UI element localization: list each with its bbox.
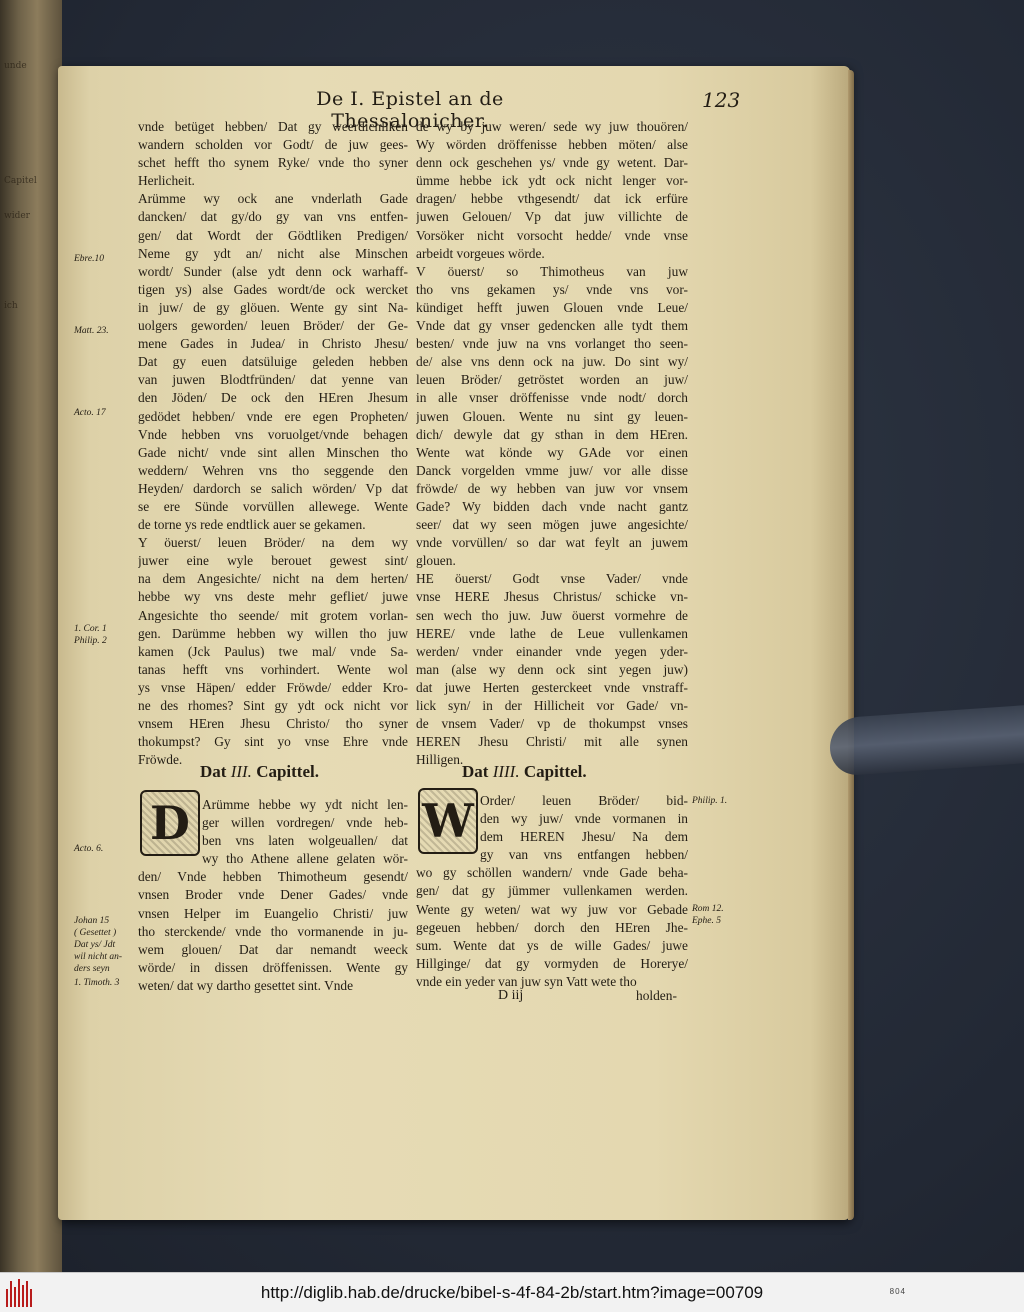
text-line: sum. Wente dat ys de wille Gades/ juwe [416,937,688,953]
text-line: na dem Angesichte/ nicht na dem herten/ [138,571,408,587]
text-line: Hillginge/ dat gy vormyden de Horerye/ [416,955,688,971]
text-line: vnde betüget hebben/ Dat gy weerdichliken [138,119,408,134]
text-line: Heyden/ dardorch se salich wörden/ Vp dat [138,480,408,496]
text-line: denn ock geschehen ys/ vnde gy wetent. Dar- [416,155,688,171]
text-line: in juw/ de gy glöuen. Wente gy sint Na- [138,299,408,315]
text-line: vnsen Helper im Euangelio Christi/ juw [138,905,408,921]
text-line: hebbe wy vns deste mehr gefliet/ juwe [138,589,408,605]
text-line: wo gy schöllen wandern/ vnde Gade beha- [416,865,688,881]
text-line: Arümme wy ock ane vnderlath Gade [138,191,408,207]
text-line: mene Gades in Judea/ in Christo Jhesu/ [138,336,408,352]
chapter-label: Dat [462,762,489,781]
margin-note: Johan 15 [74,916,110,926]
text-line: vnse HERE Jhesus Christus/ schicke vn- [416,589,688,605]
facing-page-fragment: unde [4,61,27,71]
text-line: weten/ dat wy dartho gesettet sint. Vnde [138,977,354,993]
text-line: gy van vns entfangen hebben/ [480,847,688,863]
text-line: fröwde/ de wy hebben van juw vor vnsem [416,480,688,496]
text-line: werden/ vnder einander vnde yegen yder- [416,643,688,659]
margin-note: Rom 12. [692,904,724,914]
text-line: Hilligen. [416,752,464,768]
text-line: Vorsöker nicht vorsocht hedde/ vnde vnse [416,227,688,243]
text-line: ümme hebbe ick ydt ock nicht lenger vor- [416,173,688,189]
facing-page-edge [0,0,62,1272]
text-line: juwer eine wyle berouet gewest sint/ [138,553,408,569]
left-text-column [138,118,408,769]
catchword: holden- [636,988,677,1003]
text-line: ben vns laten wolgeuallen/ dat [202,833,408,849]
text-line: Vnde dat gy vnser gedencken alle tydt them [416,318,688,334]
text-line: V öuerst/ so Thimotheus van juw [416,263,688,279]
text-line: vnde ein yeder van juw syn Vatt wete tho [416,973,637,989]
chapter-numeral: IIII. [492,762,520,781]
text-line: dat juwe Herten gesterckeet vnde vnstraff- [416,679,688,695]
text-line: vnsen Broder vnde Dener Gades/ vnde [138,887,408,903]
text-line: Danck vorgelden vmme juw/ vor alle disse [416,462,688,478]
margin-note: Dat ys/ Jdt [74,940,116,950]
margin-note: Acto. 17 [74,408,106,418]
text-line: tanas hefft vns vorhindert. Wente wol [138,661,408,677]
text-line: Arümme hebbe wy ydt nicht len- [202,797,408,812]
text-line: wem glouen/ Dat dar nemandt weeck [138,941,408,957]
text-line: juwen Glouen. Wente nu sint gy leuen- [416,408,688,424]
text-line: Vnde hebben vns voruolget/vnde behagen [138,426,408,442]
text-line: gegeuen hebben/ dorch den HEren Jhe- [416,919,688,935]
text-line: vnde vorvüllen/ so dar wat feylt an juwem [416,535,688,551]
text-line: dich/ dewyle dat gy sthan in dem HEren. [416,426,688,442]
text-line: dem HEREN Jhesu/ Na dem [480,829,688,845]
text-line: Herlicheit. [138,173,195,189]
text-line: de/ alse vns denn ock na juw. Do sint wy/ [416,354,688,370]
text-line: tho sterckende/ vnde tho vormanende in ju- [138,923,408,939]
margin-note: Acto. 6. [74,844,104,854]
margin-note: 1. Cor. 1 [74,624,107,634]
page-number: 123 [702,88,741,112]
viewer-footer [0,1272,1024,1312]
page-edge [848,70,854,1220]
text-line: besten/ vnde juw na vns vorlanget tho seen- [416,336,688,352]
text-line: Dat gy euen datsüluige geleden hebben [138,354,408,370]
image-id-label: 804 [889,1287,906,1296]
margin-note: ders seyn [74,964,110,974]
text-line: tho vns gekamen ys/ vnde vns vor- [416,281,688,297]
text-line: wörde/ in dissen dröffenissen. Wente gy [138,959,408,975]
text-line: HERE/ vnde lathe de Leue vullenkamen [416,625,688,641]
text-line: glouen. [416,553,456,569]
text-line: gedödet hebben/ vnde ere egen Propheten/ [138,408,408,424]
decorated-initial-w: W [418,788,478,854]
text-line: de vnsem Vader/ vp de thokumpst vnses [416,716,688,732]
text-line: Angesichte tho seende/ mit grotem vorlan- [138,607,408,623]
margin-note: wil nicht an- [74,952,123,962]
text-line: ne des rhomes? Sint gy ydt ock nicht vor [138,698,408,713]
text-line: den Jöden/ De ock den HEren Jhesum [138,390,408,406]
text-line: in alle vnser dröffenisse vnde nodt/ dorch [416,390,688,406]
margin-note: Philip. 2 [74,636,107,646]
facing-page-fragment: wider [4,211,30,221]
margin-note: ( Gesettet ) [74,928,117,938]
text-line: Wente wat könde wy GAde vor einen [416,444,688,460]
text-line: seer/ dat wy seen mögen juwe angesichte/ [416,517,688,533]
text-line: wy tho Athene allene gelaten wör- [202,851,408,867]
text-line: kündiget hefft juwen Glouen vnde Leue/ [416,299,688,315]
text-line: wandern scholden vor Godt/ de juw gees- [138,137,408,153]
chapter-label: Dat [200,762,227,781]
signature-mark: D iij [498,988,524,1003]
text-line: Fröwde. [138,752,183,768]
text-line: Wy wörden dröffenisse hebben möten/ alse [416,137,688,153]
text-line: sen wech tho juw. Juw öuerst vormehre de [416,607,688,623]
source-url-link[interactable]: http://diglib.hab.de/drucke/bibel-s-4f-84-2b/start.htm?image=00709 [260,1283,764,1302]
running-head: De I. Epistel an de Thessalonicher. [316,88,504,132]
text-line: wordt/ Sunder (alse ydt denn ock warhaff- [138,263,408,279]
right-text-column [416,118,688,769]
text-line: Wente gy weten/ wat wy juw vor Gebade [416,901,688,917]
text-line: uolgers geworden/ leuen Bröder/ der Ge- [138,318,408,334]
margin-note: Philip. 1. [692,796,728,806]
chapter-word: Capittel. [256,762,319,781]
margin-note: Matt. 23. [74,326,109,336]
chapter-word: Capittel. [523,762,587,781]
margin-note: Ebre.10 [74,254,104,264]
text-line: HE öuerst/ Godt vnse Vader/ vnde [416,571,688,587]
text-line: Order/ leuen Bröder/ bid- [480,793,688,808]
chapter-iii-text [138,796,408,995]
text-line: lick syn/ in der Hillicheit vor Gade/ vn- [416,698,688,713]
chapter-iii-heading [200,762,319,782]
margin-note: Ephe. 5 [692,916,722,926]
text-line: vnsem HEren Jhesu Christo/ tho syner [138,716,408,732]
decorated-initial-d: D [140,790,200,856]
text-line: den wy juw/ vnde vormanen in [480,811,688,827]
text-line: dragen/ hebbe vthgesendt/ dat ick erfüre [416,191,688,207]
text-line: man (alse wy denn ock sint yegen juw) [416,661,688,677]
text-line: kamen (Jck Paulus) twe mal/ vnde Sa- [138,643,408,659]
text-line: arbeidt vorgeues wörde. [416,245,545,261]
text-line: gen. Darümme hebben wy willen tho juw [138,625,408,641]
text-line: tigen ys) alse Gades wordt/de ock wercket [138,281,408,297]
text-line: thokumpst? Gy sint yo vnse Ehre vnde [138,734,408,750]
text-line: se ere Sünde vorvüllen allewege. Wente [138,498,408,514]
text-line: Neme gy ydt an/ nicht alse Minschen [138,245,408,261]
text-line: schet hefft tho synem Ryke/ vnde tho syner [138,155,408,171]
text-line: ys vnse Häpen/ edder Fröwde/ edder Kro- [138,679,408,695]
text-line: den/ Vnde hebben Thimotheum gesendt/ [138,869,408,885]
text-line: dancken/ dat gy/do gy van vns entfen- [138,209,408,225]
text-line: HEREN Jhesu Christi/ mit alle synen [416,734,688,750]
text-line: leuen Bröder/ getröstet worden an juw/ [416,372,688,388]
chapter-iv-text [416,792,688,991]
text-line: gen/ dat Wordt der Gödtliken Predigen/ [138,227,408,243]
text-line: de wy by juw weren/ sede wy juw thouören/ [416,119,688,134]
text-line: de torne ys rede endtlick auer se gekamen. [138,517,366,533]
text-line: juwen Gelouen/ Vp dat juw villichte de [416,209,688,225]
text-line: Gade? Wy bidden dach vnde nacht gantz [416,498,688,514]
facing-page-fragment: ich [4,301,18,311]
text-line: weddern/ Wehren vns tho seggende den [138,462,408,478]
chapter-iv-heading [462,762,587,782]
facing-page-fragment: Capitel [4,176,37,186]
chapter-numeral: III. [230,762,252,781]
text-line: Y öuerst/ leuen Bröder/ na dem wy [138,535,408,551]
text-line: gen/ dat gy jümmer vullenkamen werden. [416,883,688,899]
margin-note: 1. Timoth. 3 [74,978,120,988]
text-line: ger willen vordregen/ vnde heb- [202,815,408,831]
text-line: Gade nicht/ vnde sint allen Minschen tho [138,444,408,460]
text-line: van juwen Blodtfründen/ dat yenne van [138,372,408,388]
